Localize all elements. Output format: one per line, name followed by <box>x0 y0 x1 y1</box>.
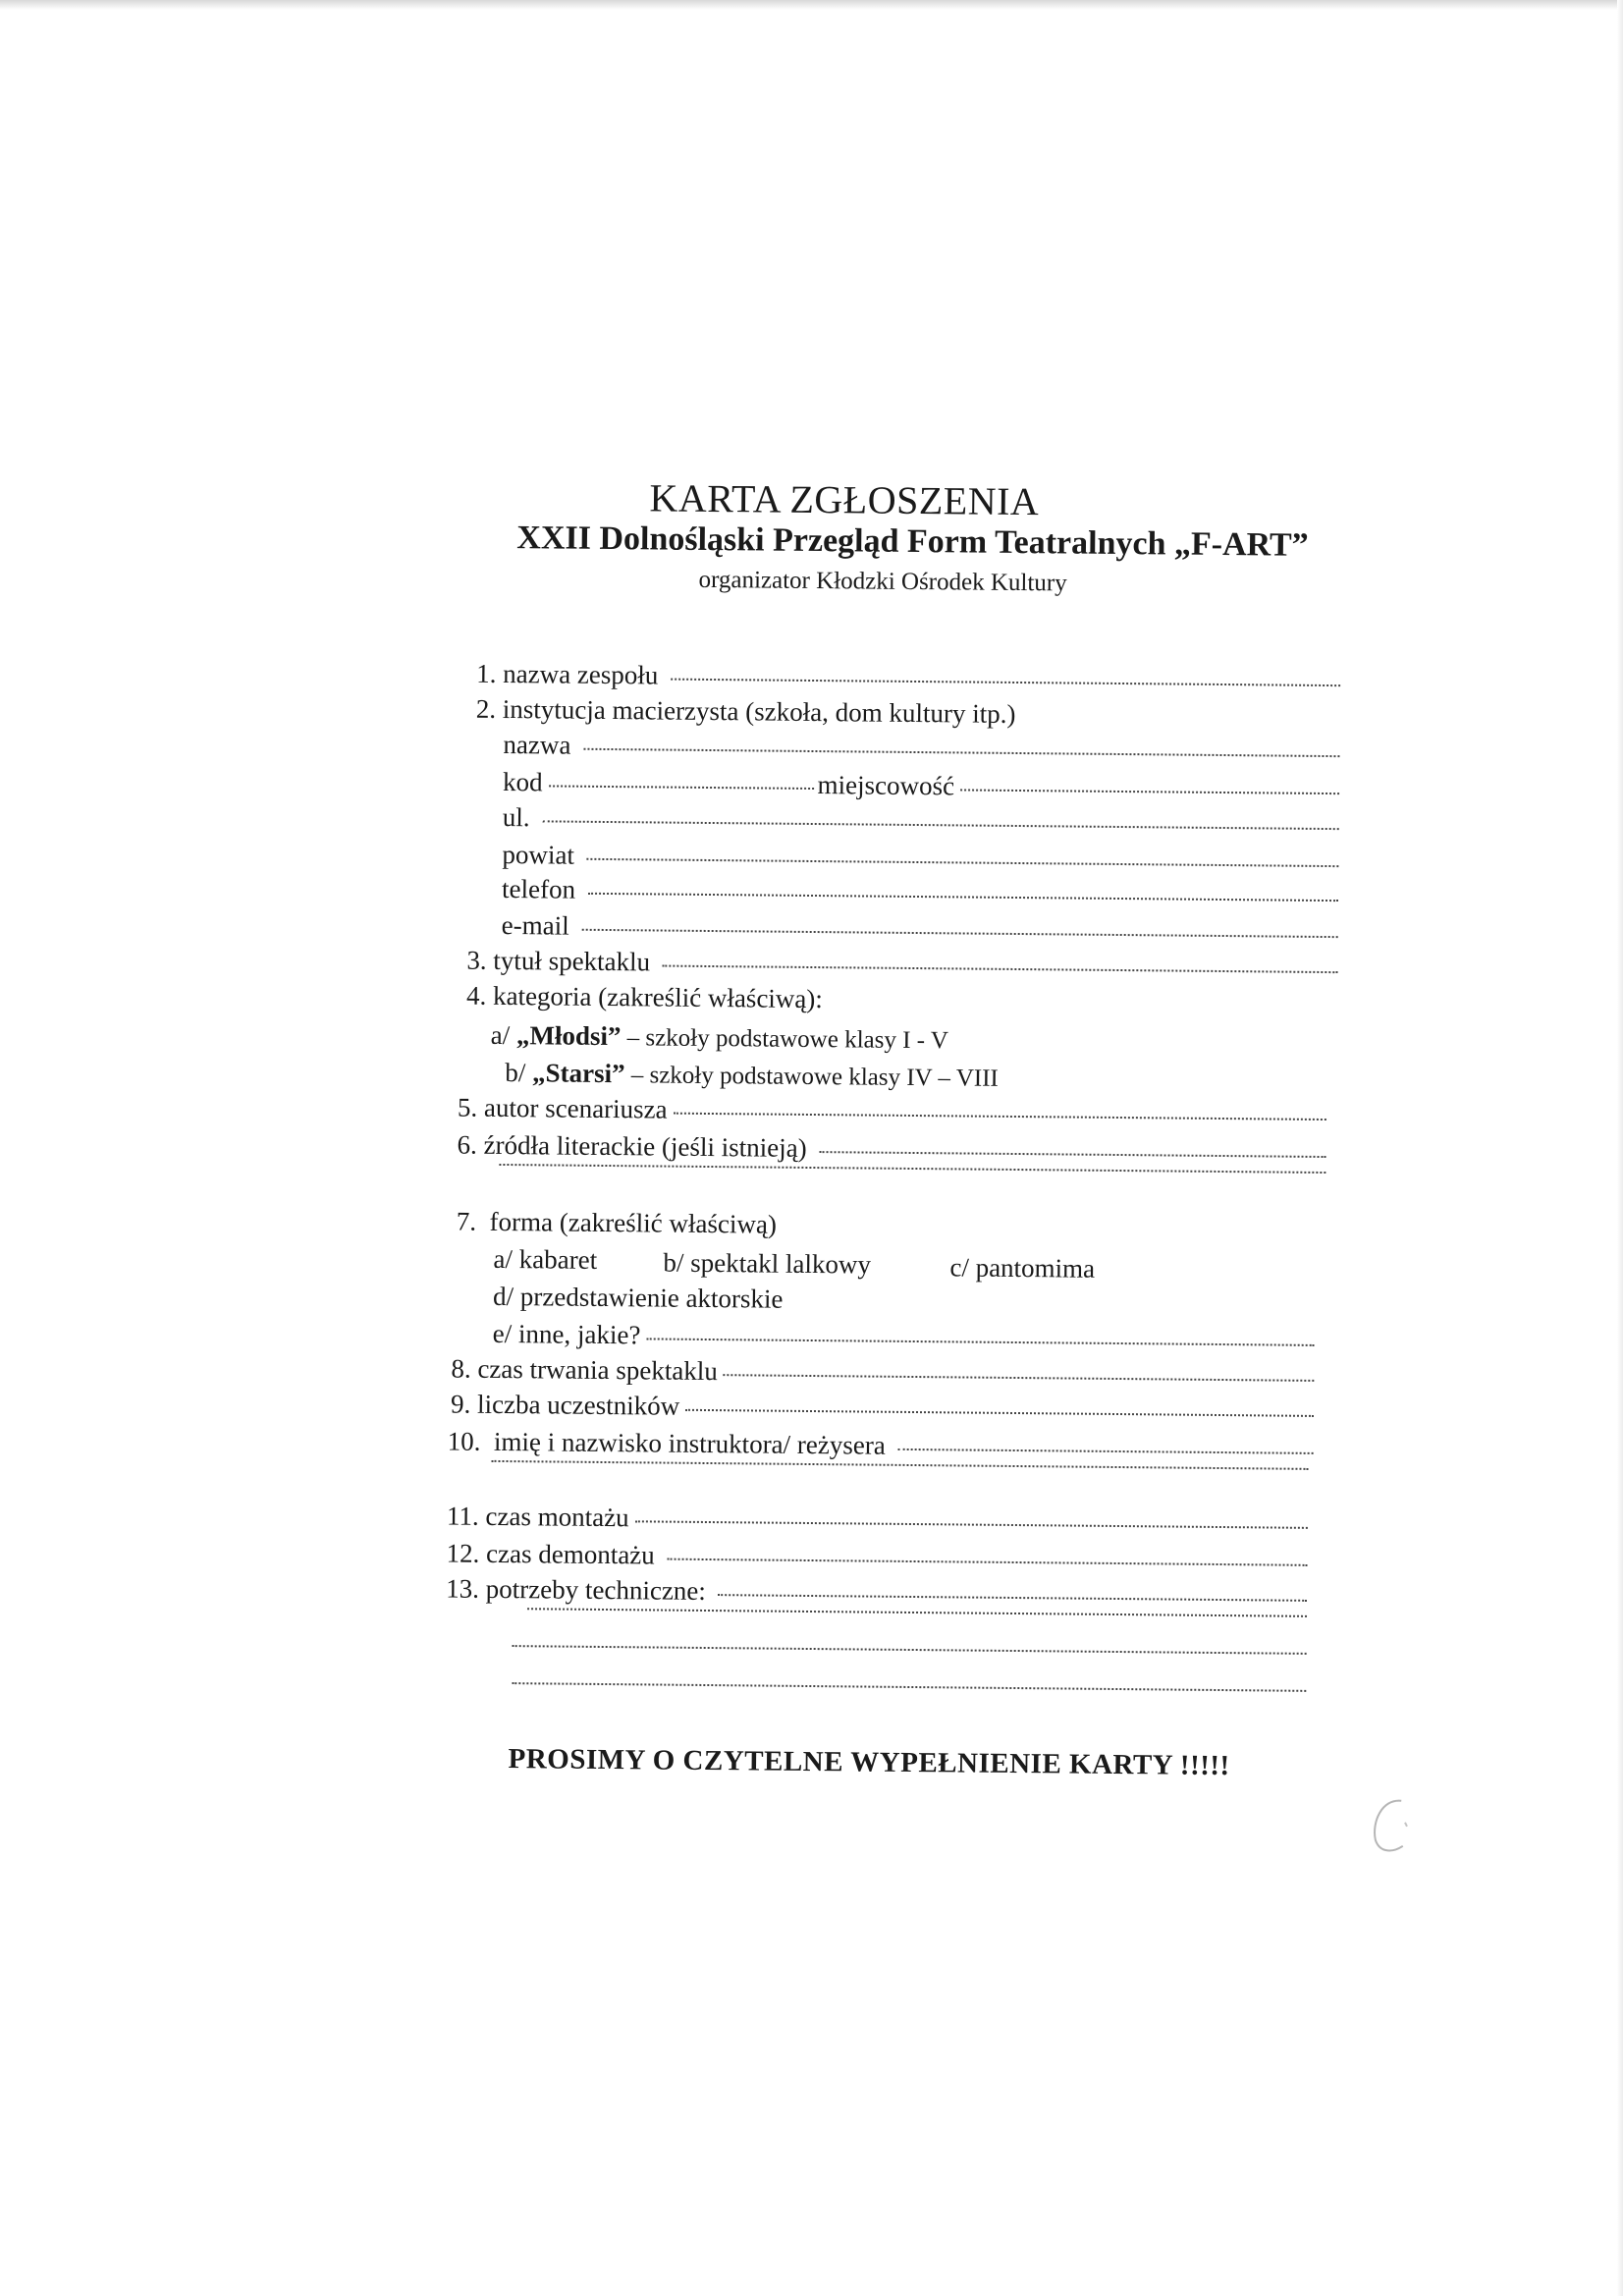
fill-line[interactable] <box>671 679 1340 687</box>
fill-line[interactable] <box>635 1520 1308 1529</box>
field-label: ul. <box>502 801 537 833</box>
option-name: „Starsi” <box>531 1058 625 1089</box>
fill-line[interactable] <box>685 1409 1314 1417</box>
field-label: 5. autor scenariusza <box>457 1092 668 1124</box>
form-option-cabaret[interactable] <box>493 1242 597 1277</box>
field-label: kod <box>503 766 543 797</box>
field-setup-time[interactable] <box>447 1499 1308 1540</box>
fill-line[interactable] <box>646 1338 1314 1346</box>
fill-line[interactable] <box>667 1558 1307 1566</box>
field-label: 1. nazwa zespołu <box>476 658 666 690</box>
field-label: 13. potrzeby techniczne: <box>446 1573 713 1607</box>
option-label: c/ pantomima <box>949 1252 1096 1284</box>
fill-line[interactable] <box>719 1594 1308 1602</box>
option-label: e/ inne, jakie? <box>492 1318 641 1350</box>
fill-line[interactable] <box>587 858 1339 867</box>
field-label: 9. liczba uczestników <box>450 1389 680 1421</box>
field-label: 3. tytuł spektaklu <box>466 945 658 977</box>
field-play-title[interactable] <box>466 944 1337 986</box>
field-participants[interactable] <box>451 1387 1314 1428</box>
option-prefix: a/ <box>490 1019 517 1051</box>
fill-line[interactable] <box>513 1645 1307 1655</box>
form-option-acting[interactable] <box>493 1280 784 1316</box>
form-title: KARTA ZGŁOSZENIA <box>649 475 1040 524</box>
field-label: nazwa <box>503 729 578 760</box>
field-label: 4. kategoria (zakreślić właściwą): <box>465 980 824 1014</box>
fill-line[interactable] <box>674 1113 1326 1121</box>
field-label: 12. czas demontażu <box>446 1538 662 1570</box>
form-option-other[interactable] <box>493 1317 1315 1358</box>
pencil-mark-icon <box>1362 1792 1422 1872</box>
option-label: b/ spektakl lalkowy <box>663 1247 872 1280</box>
fill-line[interactable] <box>898 1449 1314 1454</box>
option-label: d/ przedstawienie aktorskie <box>492 1281 784 1314</box>
field-label: e-mail <box>501 909 576 941</box>
field-group-name[interactable] <box>476 657 1340 698</box>
field-literary-sources-continued[interactable] <box>499 1168 1325 1177</box>
field-institution <box>476 692 1340 734</box>
fill-line[interactable] <box>588 893 1338 902</box>
field-label: 11. czas montażu <box>446 1501 629 1533</box>
fill-line[interactable] <box>819 1151 1325 1158</box>
field-script-author[interactable] <box>458 1091 1326 1132</box>
fill-line[interactable] <box>542 820 1338 830</box>
category-option-older[interactable] <box>505 1056 999 1096</box>
form-option-pantomime[interactable] <box>949 1250 1095 1285</box>
field-institution-name[interactable] <box>503 728 1339 769</box>
field-street[interactable] <box>503 800 1339 842</box>
option-label: a/ kabaret <box>493 1243 598 1275</box>
field-label: 7. forma (zakreślić właściwą) <box>456 1206 778 1239</box>
fill-line[interactable] <box>663 965 1338 974</box>
fill-line-postal-code[interactable] <box>549 785 814 790</box>
field-technical-needs-line-4[interactable] <box>512 1686 1306 1696</box>
field-technical-needs-line-2[interactable] <box>527 1612 1307 1621</box>
option-description: – szkoły podstawowe klasy I - V <box>621 1024 949 1055</box>
field-teardown-time[interactable] <box>446 1536 1307 1577</box>
field-label: powiat <box>502 839 581 870</box>
category-option-young[interactable] <box>490 1018 948 1058</box>
fill-line[interactable] <box>724 1374 1315 1382</box>
field-form-type <box>457 1205 1325 1246</box>
organizer-line: organizator Kłodzki Ośrodek Kultury <box>698 566 1067 597</box>
fill-line[interactable] <box>512 1682 1306 1692</box>
field-label: 2. instytucja macierzysta (szkoła, dom kultury itp.) <box>475 693 1016 729</box>
fill-line[interactable] <box>581 929 1337 938</box>
field-phone[interactable] <box>502 872 1338 913</box>
field-duration[interactable] <box>451 1351 1314 1393</box>
field-email[interactable] <box>502 908 1338 950</box>
option-description: – szkoły podstawowe klasy IV – VIII <box>624 1062 999 1092</box>
field-label: miejscowość <box>817 770 955 801</box>
option-name: „Młodsi” <box>515 1020 622 1052</box>
field-technical-needs[interactable] <box>446 1571 1307 1613</box>
field-instructor[interactable] <box>448 1424 1314 1465</box>
field-label: 10. imię i nazwisko instruktora/ reżysera <box>447 1426 893 1460</box>
field-label: 6. źródła literackie (jeśli istnieją) <box>457 1129 814 1164</box>
form-option-puppet-show[interactable] <box>663 1246 871 1282</box>
field-instructor-continued[interactable] <box>491 1464 1308 1474</box>
festival-name: XXII Dolnośląski Przegląd Form Teatralnych „F-ART” <box>516 519 1309 564</box>
field-technical-needs-line-3[interactable] <box>513 1649 1307 1659</box>
field-label: telefon <box>501 873 582 904</box>
field-postal-city[interactable] <box>503 765 1339 806</box>
fill-line-city[interactable] <box>960 789 1339 794</box>
fill-line[interactable] <box>583 748 1339 757</box>
field-category <box>466 979 1337 1021</box>
footer-notice: PROSIMY O CZYTELNE WYPEŁNIENIE KARTY !!!!! <box>508 1743 1230 1782</box>
field-label: 8. czas trwania spektaklu <box>451 1353 718 1387</box>
field-literary-sources[interactable] <box>457 1128 1325 1170</box>
option-prefix: b/ <box>505 1057 533 1088</box>
